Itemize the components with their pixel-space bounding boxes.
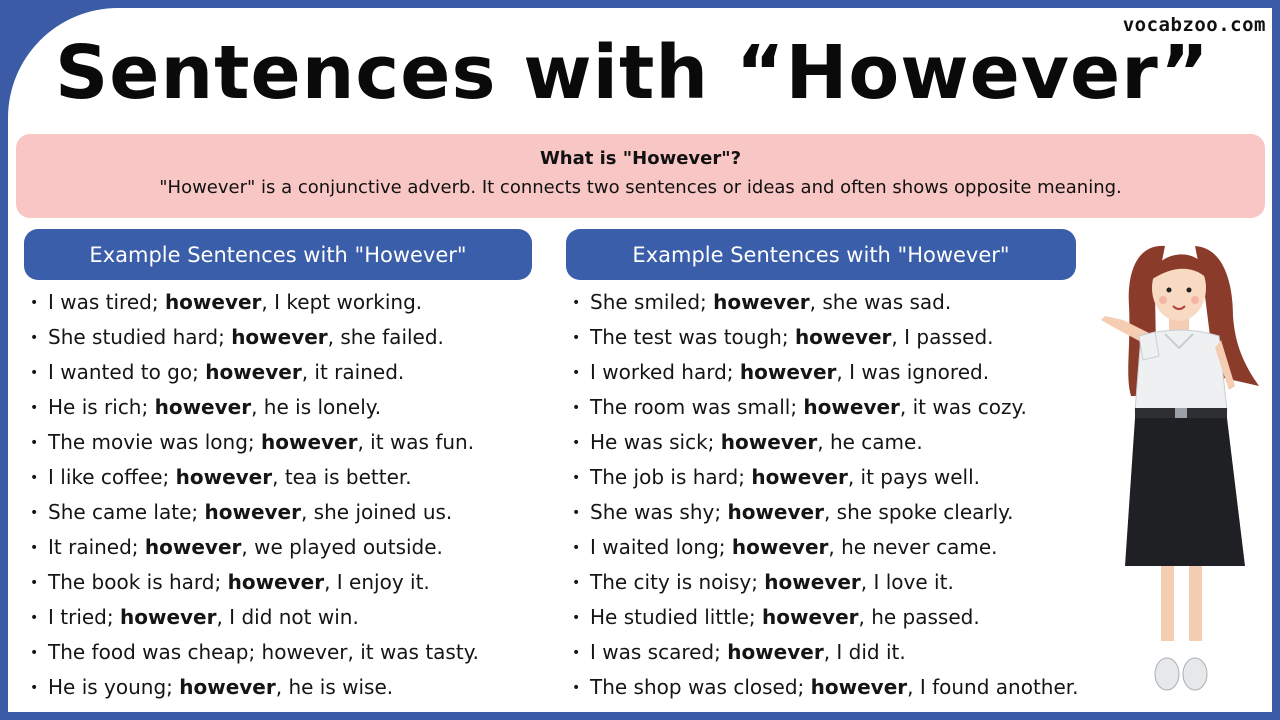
sentence-text: , he came. [817, 430, 923, 454]
sentence-item [32, 320, 479, 355]
sentence-text: The movie was long; [48, 430, 261, 454]
bullet-icon: • [572, 400, 581, 416]
sentence-text: , it pays well. [847, 465, 980, 489]
sentence-text: She was shy; [590, 500, 728, 524]
keyword-however: however [204, 500, 301, 524]
keyword-however: however [762, 605, 859, 629]
girl-presenting-illustration [1095, 236, 1265, 706]
bullet-icon: • [572, 435, 581, 451]
right-column-heading: Example Sentences with "However" [566, 229, 1076, 280]
sentence-text: He studied little; [590, 605, 763, 629]
bullet-icon: • [572, 470, 581, 486]
sentence-text: The city is noisy; [590, 570, 765, 594]
left-column-heading: Example Sentences with "However" [24, 229, 532, 280]
bullet-icon: • [30, 365, 39, 381]
eye [1187, 288, 1192, 293]
keyword-however: however [260, 430, 358, 454]
sentence-text: , I love it. [860, 570, 954, 594]
sentence-item [32, 670, 479, 705]
keyword-however: however [751, 465, 848, 489]
bullet-icon: • [572, 540, 581, 556]
eye [1167, 288, 1172, 293]
sentence-text: , he never came. [828, 535, 998, 559]
bullet-icon: • [572, 505, 581, 521]
sentence-text: , I did it. [823, 640, 906, 664]
sentence-item [574, 460, 1079, 495]
sentence-item [32, 530, 479, 565]
sentence-item [32, 355, 479, 390]
sentence-item [574, 495, 1079, 530]
keyword-however: however [727, 640, 824, 664]
sentence-text: I tried; [48, 605, 120, 629]
sentence-item [574, 355, 1079, 390]
sentence-text: It rained; [48, 535, 145, 559]
keyword-however: however [727, 500, 824, 524]
keyword-however: however [179, 675, 276, 699]
sentence-item [32, 495, 479, 530]
bullet-icon: • [572, 365, 581, 381]
bullet-icon: • [572, 575, 581, 591]
sentence-text: I was tired; [48, 290, 165, 314]
sentence-item [574, 285, 1079, 320]
sentence-text: , I enjoy it. [324, 570, 430, 594]
sentence-text: , I passed. [891, 325, 994, 349]
keyword-however: however [154, 395, 252, 419]
keyword-however: however [144, 535, 242, 559]
sentence-text: She studied hard; [48, 325, 232, 349]
bullet-icon: • [30, 435, 39, 451]
sentence-text: The food was cheap; however, it was tasty. [48, 640, 480, 664]
sentence-text: , he is wise. [275, 675, 394, 699]
sentence-text: He was sick; [590, 430, 721, 454]
bullet-icon: • [30, 470, 39, 486]
sentence-text: , he passed. [858, 605, 980, 629]
bullet-icon: • [30, 610, 39, 626]
definition-heading: What is "However"? [539, 148, 742, 169]
sentence-text: , I kept working. [261, 290, 423, 314]
sentence-item [574, 635, 1079, 670]
keyword-however: however [764, 570, 861, 594]
sentence-item [32, 425, 479, 460]
skirt [1125, 418, 1245, 566]
bullet-icon: • [572, 680, 581, 696]
bullet-icon: • [572, 330, 581, 346]
sentence-text: She smiled; [590, 290, 714, 314]
sentence-item [32, 285, 479, 320]
sentence-text: , she joined us. [300, 500, 453, 524]
sentence-text: , she was sad. [809, 290, 952, 314]
sentence-item [574, 390, 1079, 425]
site-watermark: vocabzoo.com [1122, 14, 1266, 36]
sentence-text: The job is hard; [590, 465, 752, 489]
bullet-icon: • [30, 330, 39, 346]
sentence-item [32, 600, 479, 635]
definition-text: "However" is a conjunctive adverb. It connects two sentences or ideas and often shows opposite meaning. [159, 177, 1122, 198]
keyword-however: however [231, 325, 328, 349]
keyword-however: however [731, 535, 829, 559]
sleeve [1139, 332, 1159, 360]
bullet-icon: • [30, 680, 39, 696]
sentence-text: , it rained. [301, 360, 405, 384]
page-title: Sentences with “However” [55, 30, 1210, 116]
bullet-icon: • [30, 505, 39, 521]
sentence-text: The room was small; [590, 395, 804, 419]
keyword-however: however [205, 360, 302, 384]
bullet-icon: • [30, 575, 39, 591]
sentence-item [574, 320, 1079, 355]
sentence-text: He is rich; [48, 395, 155, 419]
bullet-icon: • [30, 400, 39, 416]
sentence-item [32, 565, 479, 600]
sentence-item [32, 635, 479, 670]
bullet-icon: • [30, 295, 39, 311]
cheek [1159, 296, 1167, 304]
keyword-however: however [175, 465, 273, 489]
keyword-however: however [164, 290, 262, 314]
keyword-however: however [713, 290, 810, 314]
keyword-however: however [720, 430, 818, 454]
sentence-item [574, 600, 1079, 635]
sentence-item [32, 460, 479, 495]
sentence-text: The book is hard; [48, 570, 228, 594]
definition-box [16, 134, 1265, 218]
sentence-text: I like coffee; [48, 465, 176, 489]
sentence-text: , she spoke clearly. [823, 500, 1014, 524]
sentence-item [574, 565, 1079, 600]
sentence-text: , it was fun. [357, 430, 475, 454]
sentence-text: I was scared; [590, 640, 728, 664]
sentence-text: , it was cozy. [899, 395, 1027, 419]
keyword-however: however [227, 570, 325, 594]
sentence-item [574, 425, 1079, 460]
bullet-icon: • [30, 645, 39, 661]
sentence-text: The test was tough; [590, 325, 795, 349]
sentence-text: , I found another. [907, 675, 1079, 699]
sentence-text: She came late; [48, 500, 205, 524]
keyword-however: however [119, 605, 217, 629]
sentence-text: , I did not win. [216, 605, 359, 629]
sentence-text: , we played outside. [241, 535, 443, 559]
keyword-however: however [739, 360, 837, 384]
left-sentence-list [32, 285, 479, 705]
sentence-text: , he is lonely. [251, 395, 382, 419]
right-sentence-list [574, 285, 1079, 705]
sentence-text: , tea is better. [272, 465, 412, 489]
sentence-text: I wanted to go; [48, 360, 206, 384]
bullet-icon: • [30, 540, 39, 556]
sentence-text: I worked hard; [590, 360, 740, 384]
sentence-text: The shop was closed; [590, 675, 811, 699]
sentence-text: He is young; [48, 675, 180, 699]
keyword-however: however [803, 395, 900, 419]
keyword-however: however [810, 675, 908, 699]
sentence-text: , I was ignored. [836, 360, 990, 384]
shoe [1155, 658, 1179, 690]
sentence-item [574, 530, 1079, 565]
belt-buckle [1175, 408, 1187, 418]
keyword-however: however [794, 325, 892, 349]
sentence-item [32, 390, 479, 425]
shoe [1183, 658, 1207, 690]
sentence-text: I waited long; [590, 535, 732, 559]
bullet-icon: • [572, 645, 581, 661]
sentence-text: , she failed. [327, 325, 444, 349]
cheek [1191, 296, 1199, 304]
bullet-icon: • [572, 610, 581, 626]
bullet-icon: • [572, 295, 581, 311]
sentence-item [574, 670, 1079, 705]
